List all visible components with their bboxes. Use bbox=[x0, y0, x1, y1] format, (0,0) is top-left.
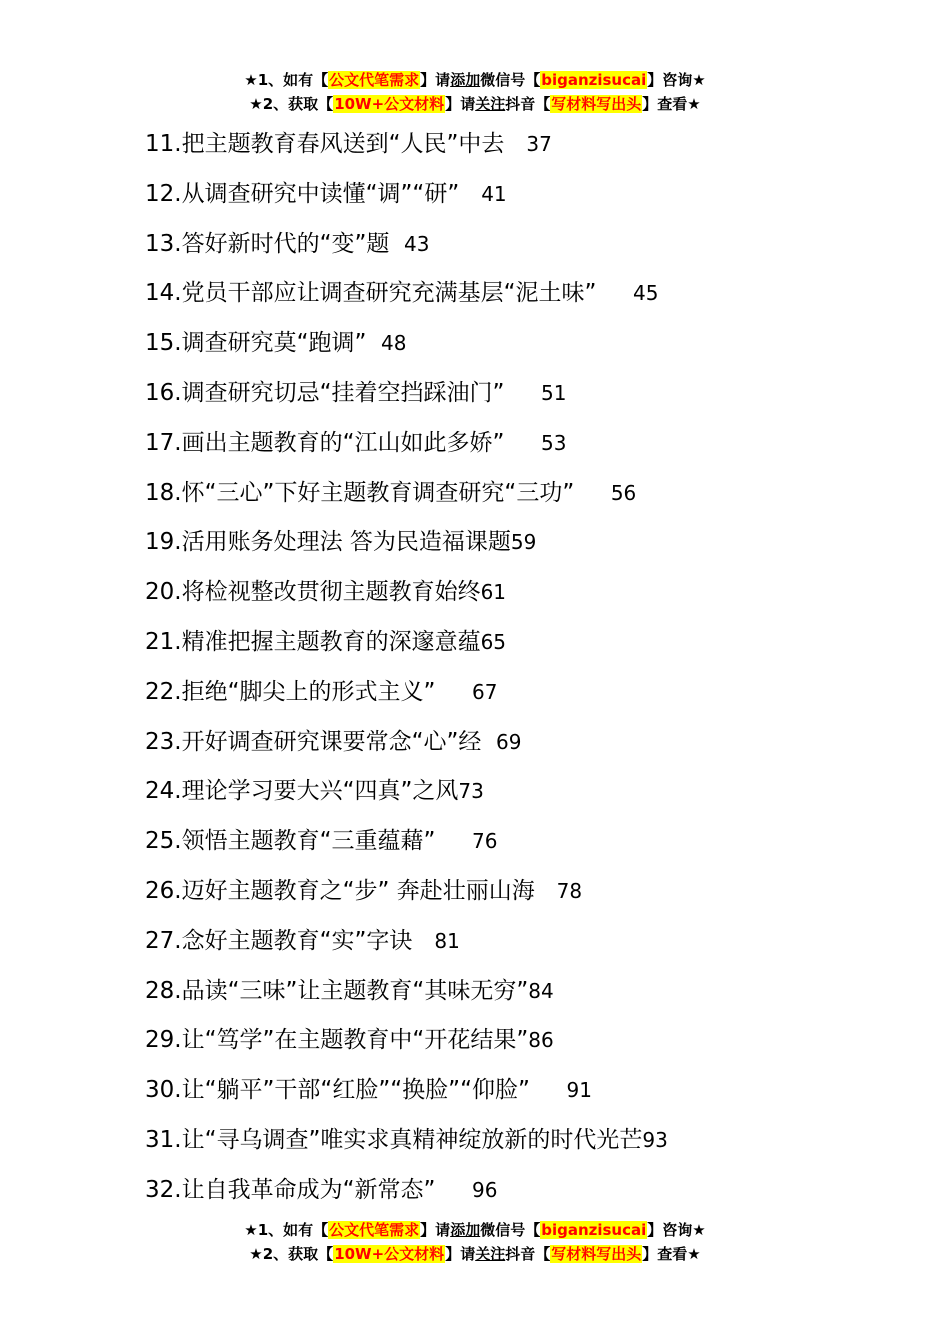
banner-text: ★2、获取【 bbox=[249, 1245, 334, 1263]
banner-text: 】查看★ bbox=[642, 95, 701, 113]
banner-underlined-text: 关注 bbox=[475, 95, 506, 113]
toc-item-page-number: 76 bbox=[471, 829, 498, 854]
toc-item-gap bbox=[574, 480, 611, 506]
toc-item-gap bbox=[435, 828, 472, 854]
toc-item-gap bbox=[596, 280, 633, 306]
banner-underlined-text: 关注 bbox=[475, 1245, 506, 1263]
toc-item-title: 21.精准把握主题教育的深邃意蕴 bbox=[145, 628, 481, 655]
toc-item-page-number: 61 bbox=[480, 580, 507, 605]
toc-item-title: 32.让自我革命成为“新常态” bbox=[145, 1176, 436, 1203]
toc-item bbox=[145, 170, 925, 220]
toc-item-title: 11.把主题教育春风送到“人民”中去 bbox=[145, 131, 505, 157]
toc-item bbox=[145, 120, 925, 170]
toc-item bbox=[145, 220, 925, 270]
toc-item-page-number: 67 bbox=[471, 679, 498, 704]
highlight-materials: 10W+公文材料 bbox=[334, 1245, 445, 1263]
toc-item bbox=[145, 518, 925, 568]
highlight-wechat-id: biganzisucai bbox=[541, 71, 647, 89]
toc-item-title: 28.品读“三味”让主题教育“其味无穷” bbox=[145, 977, 529, 1004]
toc-item-page-number: 37 bbox=[526, 132, 552, 156]
toc-item-gap bbox=[504, 380, 541, 406]
toc-item-page-number: 65 bbox=[480, 629, 507, 654]
toc-item-page-number: 59 bbox=[510, 530, 537, 555]
toc-item bbox=[145, 817, 925, 867]
highlight-service: 公文代笔需求 bbox=[329, 71, 420, 89]
banner-text: 】请 bbox=[445, 1245, 476, 1263]
toc-item-gap bbox=[435, 679, 472, 705]
toc-item bbox=[145, 469, 925, 519]
toc-item bbox=[145, 419, 925, 469]
banner-text: 抖音【 bbox=[505, 1245, 551, 1263]
table-of-contents bbox=[145, 120, 925, 1216]
toc-item-title: 20.将检视整改贯彻主题教育始终 bbox=[145, 579, 481, 606]
toc-item bbox=[145, 618, 925, 668]
banner-text: 】咨询★ bbox=[647, 1221, 706, 1239]
toc-item-title: 25.领悟主题教育“三重蕴藉” bbox=[145, 828, 436, 855]
toc-item-page-number: 84 bbox=[528, 978, 554, 1003]
banner-text: ★2、获取【 bbox=[249, 95, 334, 113]
toc-item-page-number: 69 bbox=[496, 729, 522, 754]
toc-item-page-number: 56 bbox=[610, 480, 637, 505]
toc-item-gap bbox=[504, 131, 526, 157]
toc-item-gap bbox=[481, 729, 496, 755]
toc-item bbox=[145, 767, 925, 817]
toc-item-page-number: 96 bbox=[471, 1177, 498, 1202]
toc-item bbox=[145, 1066, 925, 1116]
toc-item bbox=[145, 269, 925, 319]
banner-underlined-text: 添加 bbox=[450, 71, 481, 89]
highlight-materials: 10W+公文材料 bbox=[334, 95, 445, 113]
toc-item bbox=[145, 568, 925, 618]
toc-item-title: 26.迈好主题教育之“步” 奔赴壮丽山海 bbox=[145, 877, 535, 904]
toc-item-title: 22.拒绝“脚尖上的形式主义” bbox=[145, 678, 436, 705]
banner-text: 微信号【 bbox=[480, 1221, 541, 1239]
toc-item-gap bbox=[366, 330, 381, 356]
toc-item-page-number: 45 bbox=[632, 281, 659, 306]
toc-item-gap bbox=[535, 878, 557, 904]
toc-item-title: 29.让“笃学”在主题教育中“开花结果” bbox=[145, 1027, 529, 1054]
banner-text: 】请 bbox=[420, 71, 451, 89]
toc-item bbox=[145, 668, 925, 718]
toc-item-page-number: 48 bbox=[381, 331, 407, 356]
header-banner bbox=[0, 68, 950, 116]
toc-item-title: 15.调查研究莫“跑调” bbox=[145, 330, 367, 357]
toc-item-page-number: 78 bbox=[556, 878, 583, 903]
banner-line-1 bbox=[0, 1218, 950, 1242]
toc-item-title: 16.调查研究切忌“挂着空挡踩油门” bbox=[145, 379, 505, 406]
toc-item bbox=[145, 1166, 925, 1216]
toc-item bbox=[145, 917, 925, 967]
banner-line-1 bbox=[0, 68, 950, 92]
banner-line-2 bbox=[0, 1242, 950, 1266]
toc-item-title: 13.答好新时代的“变”题 bbox=[145, 230, 390, 257]
highlight-douyin-account: 写材料写出头 bbox=[551, 1245, 642, 1263]
banner-text: ★1、如有【 bbox=[244, 71, 329, 89]
toc-item-page-number: 86 bbox=[528, 1028, 554, 1053]
toc-item bbox=[145, 967, 925, 1017]
toc-item bbox=[145, 369, 925, 419]
toc-item-gap bbox=[459, 181, 481, 207]
banner-text: 】查看★ bbox=[642, 1245, 701, 1263]
banner-text: ★1、如有【 bbox=[244, 1221, 329, 1239]
banner-text: 】请 bbox=[445, 95, 476, 113]
banner-line-2 bbox=[0, 92, 950, 116]
toc-item-gap bbox=[435, 1177, 472, 1203]
toc-item bbox=[145, 1016, 925, 1066]
footer-banner bbox=[0, 1218, 950, 1266]
toc-item-page-number: 41 bbox=[481, 181, 507, 206]
toc-item-gap bbox=[412, 928, 434, 954]
toc-item-gap bbox=[389, 231, 404, 257]
highlight-wechat-id: biganzisucai bbox=[541, 1221, 647, 1239]
banner-underlined-text: 添加 bbox=[450, 1221, 481, 1239]
toc-item-title: 24.理论学习要大兴“四真”之风 bbox=[145, 778, 459, 805]
banner-text: 】请 bbox=[420, 1221, 451, 1239]
toc-item-title: 27.念好主题教育“实”字诀 bbox=[145, 927, 413, 954]
toc-item-page-number: 91 bbox=[566, 1078, 592, 1103]
toc-item-page-number: 73 bbox=[458, 779, 484, 804]
toc-item-title: 14.党员干部应让调查研究充满基层“泥土味” bbox=[145, 280, 597, 307]
toc-item-title: 31.让“寻乌调查”唯实求真精神绽放新的时代光芒 bbox=[145, 1126, 643, 1153]
toc-item-page-number: 43 bbox=[404, 231, 430, 256]
toc-item-page-number: 93 bbox=[642, 1127, 668, 1152]
toc-item-gap bbox=[530, 1077, 567, 1103]
toc-item-title: 18.怀“三心”下好主题教育调查研究“三功” bbox=[145, 479, 575, 506]
toc-item-title: 23.开好调查研究课要常念“心”经 bbox=[145, 728, 482, 755]
toc-item-page-number: 51 bbox=[540, 380, 567, 405]
toc-item bbox=[145, 1116, 925, 1166]
toc-item-title: 12.从调查研究中读懂“调”“研” bbox=[145, 180, 460, 207]
highlight-service: 公文代笔需求 bbox=[329, 1221, 420, 1239]
toc-item-title: 30.让“躺平”干部“红脸”“换脸”“仰脸” bbox=[145, 1077, 530, 1104]
toc-item-title: 19.活用账务处理法 答为民造福课题 bbox=[145, 529, 511, 556]
toc-item-title: 17.画出主题教育的“江山如此多娇” bbox=[145, 429, 505, 456]
banner-text: 微信号【 bbox=[480, 71, 541, 89]
toc-item bbox=[145, 867, 925, 917]
banner-text: 抖音【 bbox=[505, 95, 551, 113]
toc-item-gap bbox=[504, 430, 541, 456]
highlight-douyin-account: 写材料写出头 bbox=[551, 95, 642, 113]
banner-text: 】咨询★ bbox=[647, 71, 706, 89]
toc-item bbox=[145, 718, 925, 768]
toc-item-page-number: 81 bbox=[434, 928, 460, 953]
toc-item bbox=[145, 319, 925, 369]
toc-item-page-number: 53 bbox=[540, 430, 567, 455]
